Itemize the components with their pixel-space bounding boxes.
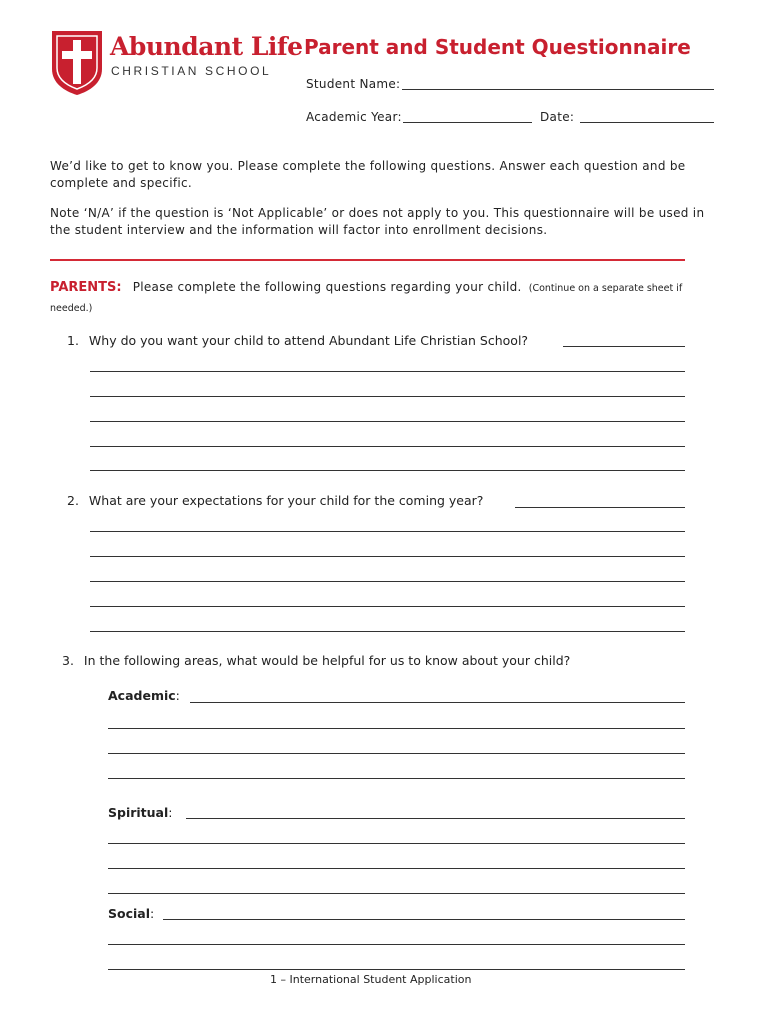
student-name-label: Student Name:: [306, 77, 401, 91]
question-1: [67, 333, 528, 348]
page-footer: 1 – International Student Application: [270, 973, 472, 986]
answer-line[interactable]: [90, 421, 685, 422]
page-title: Parent and Student Questionnaire: [304, 35, 691, 59]
answer-line[interactable]: [108, 944, 685, 945]
answer-line[interactable]: [108, 753, 685, 754]
answer-line[interactable]: [186, 818, 685, 819]
answer-line[interactable]: [515, 507, 685, 508]
shield-cross-icon: [50, 29, 104, 97]
answer-line[interactable]: [90, 470, 685, 471]
answer-line[interactable]: [108, 868, 685, 869]
section-divider: [50, 259, 685, 261]
question-3-number: 3.: [62, 653, 74, 668]
answer-line[interactable]: [90, 396, 685, 397]
question-1-number: 1.: [67, 333, 79, 348]
intro-paragraph-1: We’d like to get to know you. Please complete the following questions. Answer each question and be complete and specific.: [50, 159, 686, 190]
parents-instruction: Please complete the following questions regarding your child.: [132, 280, 522, 294]
answer-line[interactable]: [90, 606, 685, 607]
social-label: Social:: [108, 906, 155, 921]
parents-note: (Continue on a separate sheet if needed.): [50, 283, 683, 314]
answer-line[interactable]: [90, 371, 685, 372]
question-2-text: What are your expectations for your child for the coming year?: [88, 493, 484, 508]
answer-line[interactable]: [190, 702, 685, 703]
question-1-text: Why do you want your child to attend Abundant Life Christian School?: [88, 333, 529, 348]
question-3: [62, 653, 570, 668]
answer-line[interactable]: [90, 631, 685, 632]
question-2-number: 2.: [67, 493, 79, 508]
logo-name: Abundant Life: [110, 32, 303, 61]
answer-line[interactable]: [563, 346, 685, 347]
answer-line[interactable]: [90, 531, 685, 532]
student-name-field[interactable]: [402, 89, 714, 90]
social-area-name: Social: [108, 906, 151, 921]
question-3-text: In the following areas, what would be helpful for us to know about your child?: [83, 653, 571, 668]
academic-label: Academic:: [108, 688, 180, 703]
answer-line[interactable]: [108, 728, 685, 729]
spiritual-label: Spiritual:: [108, 805, 173, 820]
academic-area-name: Academic: [108, 688, 176, 703]
answer-line[interactable]: [108, 893, 685, 894]
answer-line[interactable]: [90, 446, 685, 447]
date-label: Date:: [540, 110, 575, 124]
answer-line[interactable]: [108, 843, 685, 844]
academic-year-field[interactable]: [403, 122, 532, 123]
answer-line[interactable]: [108, 778, 685, 779]
parents-label: PARENTS:: [50, 280, 122, 295]
intro-paragraph-2: Note ‘N/A’ if the question is ‘Not Applicable’ or does not apply to you. This questionnaire will be used in the student interview and the information will factor into enrollment decisions.: [50, 206, 705, 237]
answer-line[interactable]: [108, 969, 685, 970]
question-2: [67, 493, 483, 508]
spiritual-area-name: Spiritual: [108, 805, 169, 820]
logo-subtitle: CHRISTIAN SCHOOL: [111, 64, 272, 78]
academic-year-label: Academic Year:: [306, 110, 402, 124]
answer-line[interactable]: [163, 919, 685, 920]
parents-instructions: [50, 277, 710, 317]
date-field[interactable]: [580, 122, 714, 123]
answer-line[interactable]: [90, 556, 685, 557]
answer-line[interactable]: [90, 581, 685, 582]
